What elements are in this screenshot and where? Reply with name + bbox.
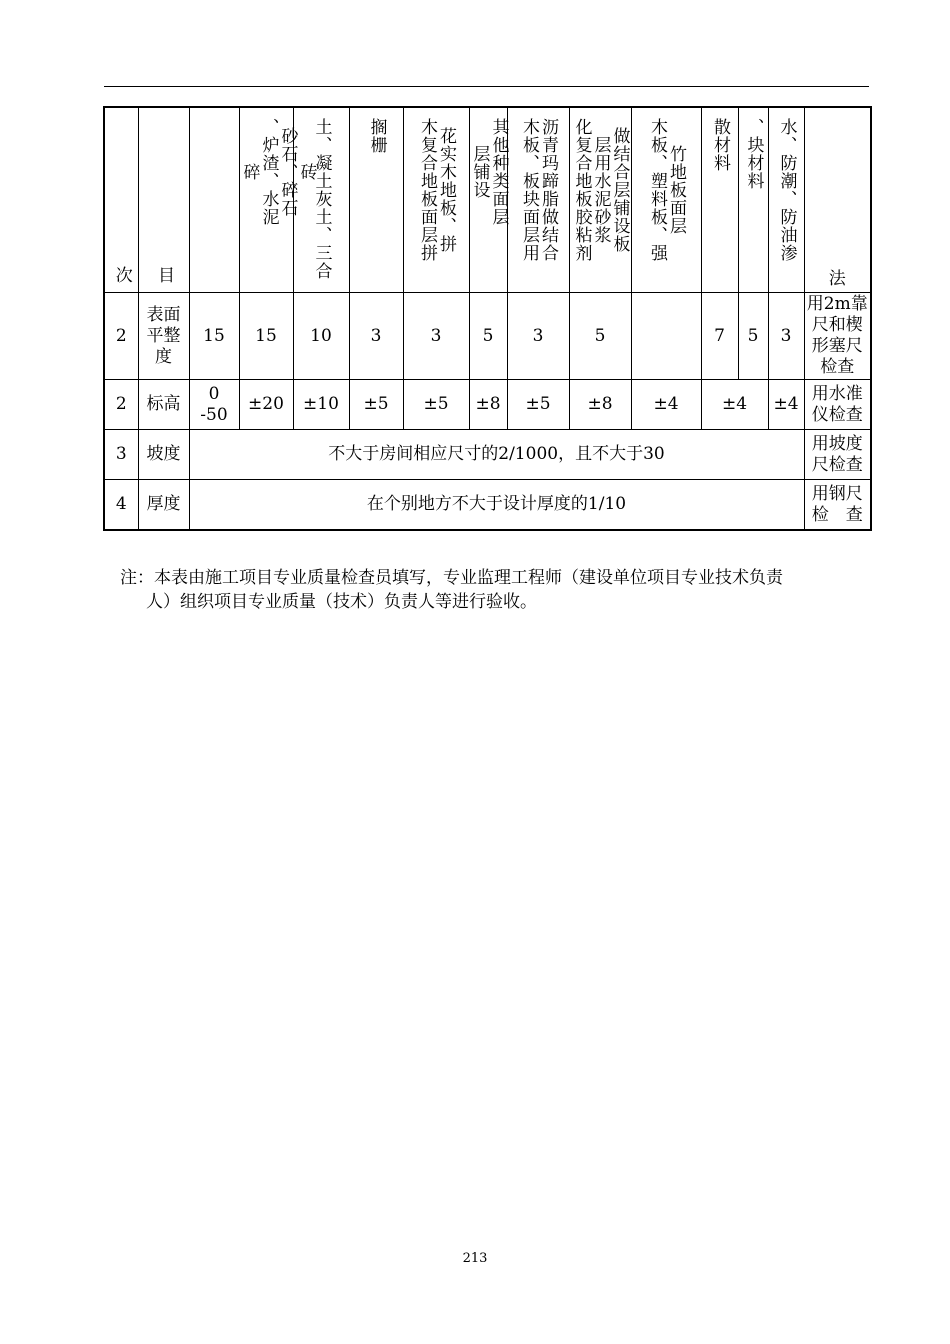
value-cell: ±4 [701,380,768,430]
value-cell: ±5 [507,380,569,430]
value-cell: 3 [768,293,804,380]
tolerance-table [103,106,872,531]
row-number: 2 [104,293,138,380]
row-method: 用2m靠尺和楔形塞尺检查 [804,293,871,380]
footnote [120,566,880,614]
row-number: 4 [104,480,138,531]
header-cell-bamboo: 竹地板面层 木板、塑料板、强 [631,107,701,293]
value-cell: 10 [293,293,349,380]
value-cell: ±8 [569,380,631,430]
header-cell-brick: 砖 砂石、碎石 、炉渣、水泥 碎 [239,107,293,293]
header-cell-loose: 散材料 [701,107,738,293]
header-cell-other: 其他种类面层 层铺设 [469,107,507,293]
header-cell-no: 次 [104,107,138,293]
header-cell-blank [189,107,239,293]
table-row [104,430,871,480]
page-number: 213 [462,1251,488,1266]
row-item: 标高 [138,380,189,430]
top-rule [104,86,869,87]
header-cell-concrete: 土、凝土灰土、三合 [293,107,349,293]
row-item: 厚度 [138,480,189,531]
value-cell: 7 [701,293,738,380]
row-method: 用坡度尺检查 [804,430,871,480]
header-cell-item: 目 [138,107,189,293]
header-cell-solid-wood: 花实木地板、拼 木复合地板面层拼 [403,107,469,293]
row-item: 表面平整度 [138,293,189,380]
value-cell: 3 [403,293,469,380]
row-item: 坡度 [138,430,189,480]
value-cell: 3 [507,293,569,380]
header-cell-joist: 搁栅 [349,107,403,293]
row-number: 2 [104,380,138,430]
footnote-line-2: 人）组织项目专业质量（技术）负责人等进行验收。 [146,592,537,612]
table-row [104,293,871,380]
value-cell: ±20 [239,380,293,430]
value-cell: 5 [738,293,768,380]
header-cell-method: 法 [804,107,871,293]
value-cell: ±10 [293,380,349,430]
value-cell: 15 [239,293,293,380]
row-method: 用钢尺检 查 [804,480,871,531]
value-cell: 5 [569,293,631,380]
value-cell: ±8 [469,380,507,430]
value-cell: 5 [469,293,507,380]
value-cell: 0 -50 [189,380,239,430]
header-row [104,107,871,293]
value-cell [631,293,701,380]
value-cell: ±4 [768,380,804,430]
footnote-line-1: 注：本表由施工项目专业质量检查员填写，专业监理工程师（建设单位项目专业技术负责 [120,568,783,588]
header-cell-mortar: 做结合层铺设板 层用水泥砂浆 化复合地板胶粘剂 [569,107,631,293]
merged-value-cell: 不大于房间相应尺寸的2/1000，且不大于30 [189,430,804,480]
merged-value-cell: 在个别地方不大于设计厚度的1/10 [189,480,804,531]
value-cell: ±5 [403,380,469,430]
value-cell: ±4 [631,380,701,430]
header-cell-waterproof: 水、防潮、防油渗 [768,107,804,293]
value-cell: 15 [189,293,239,380]
table-row [104,480,871,531]
header-cell-block: 、块材料 [738,107,768,293]
table-row [104,380,871,430]
row-method: 用水准仪检查 [804,380,871,430]
value-cell: ±5 [349,380,403,430]
row-number: 3 [104,430,138,480]
header-cell-asphalt: 沥青玛蹄脂做结合 木板、板块面层用 [507,107,569,293]
value-cell: 3 [349,293,403,380]
